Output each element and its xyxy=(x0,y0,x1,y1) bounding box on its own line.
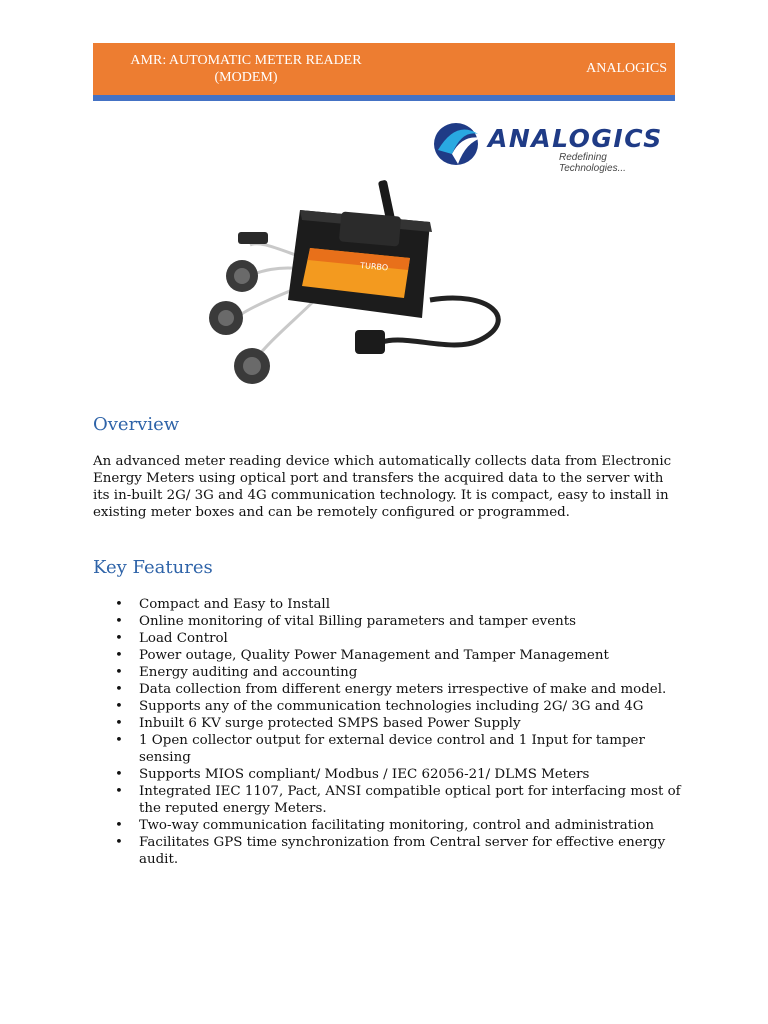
feature-item: • Online monitoring of vital Billing parameters and tamper events xyxy=(93,613,683,630)
feature-item: • Facilitates GPS time synchronization from Central server for effective energy audit. xyxy=(93,834,683,868)
analogics-logo xyxy=(432,120,672,174)
feature-item: • Compact and Easy to Install xyxy=(93,596,683,613)
key-features-heading: Key Features xyxy=(93,557,213,578)
logo-wordmark: ANALOGICS xyxy=(488,124,663,153)
overview-heading: Overview xyxy=(93,414,180,435)
feature-item: • Data collection from different energy meters irrespective of make and model. xyxy=(93,681,683,698)
feature-item: • Load Control xyxy=(93,630,683,647)
document-title: AMR: AUTOMATIC METER READER (MODEM) xyxy=(130,53,362,85)
feature-item: • Energy auditing and accounting xyxy=(93,664,683,681)
feature-item: • 1 Open collector output for external device control and 1 Input for tamper sensing xyxy=(93,732,683,766)
feature-item: • Two-way communication facilitating monitoring, control and administration xyxy=(93,817,683,834)
logo-emblem-icon xyxy=(432,120,492,170)
feature-item: • Power outage, Quality Power Management and Tamper Management xyxy=(93,647,683,664)
header-brand: ANALOGICS xyxy=(586,61,667,76)
key-features-list xyxy=(93,596,683,868)
product-label: TURBO xyxy=(359,261,389,273)
feature-item: • Inbuilt 6 KV surge protected SMPS based Power Supply xyxy=(93,715,683,732)
logo-tagline: Redefining Technologies... xyxy=(559,152,626,174)
feature-item: • Supports any of the communication technologies including 2G/ 3G and 4G xyxy=(93,698,683,715)
feature-item: • Integrated IEC 1107, Pact, ANSI compatible optical port for interfacing most of the reputed energy Meters. xyxy=(93,783,683,817)
overview-body: An advanced meter reading device which automatically collects data from Electronic Energy Meters using optical port and transfers the acquired data to the server with its in-built 2G/ 3G and 4G communication technology. It is compact, easy to install in existing meter boxes and can be remotely configured or programmed. xyxy=(93,454,672,520)
feature-item: • Supports MIOS compliant/ Modbus / IEC 62056-21/ DLMS Meters xyxy=(93,766,683,783)
document-header xyxy=(93,43,675,95)
header-underline xyxy=(93,95,675,101)
product-image xyxy=(200,170,520,395)
